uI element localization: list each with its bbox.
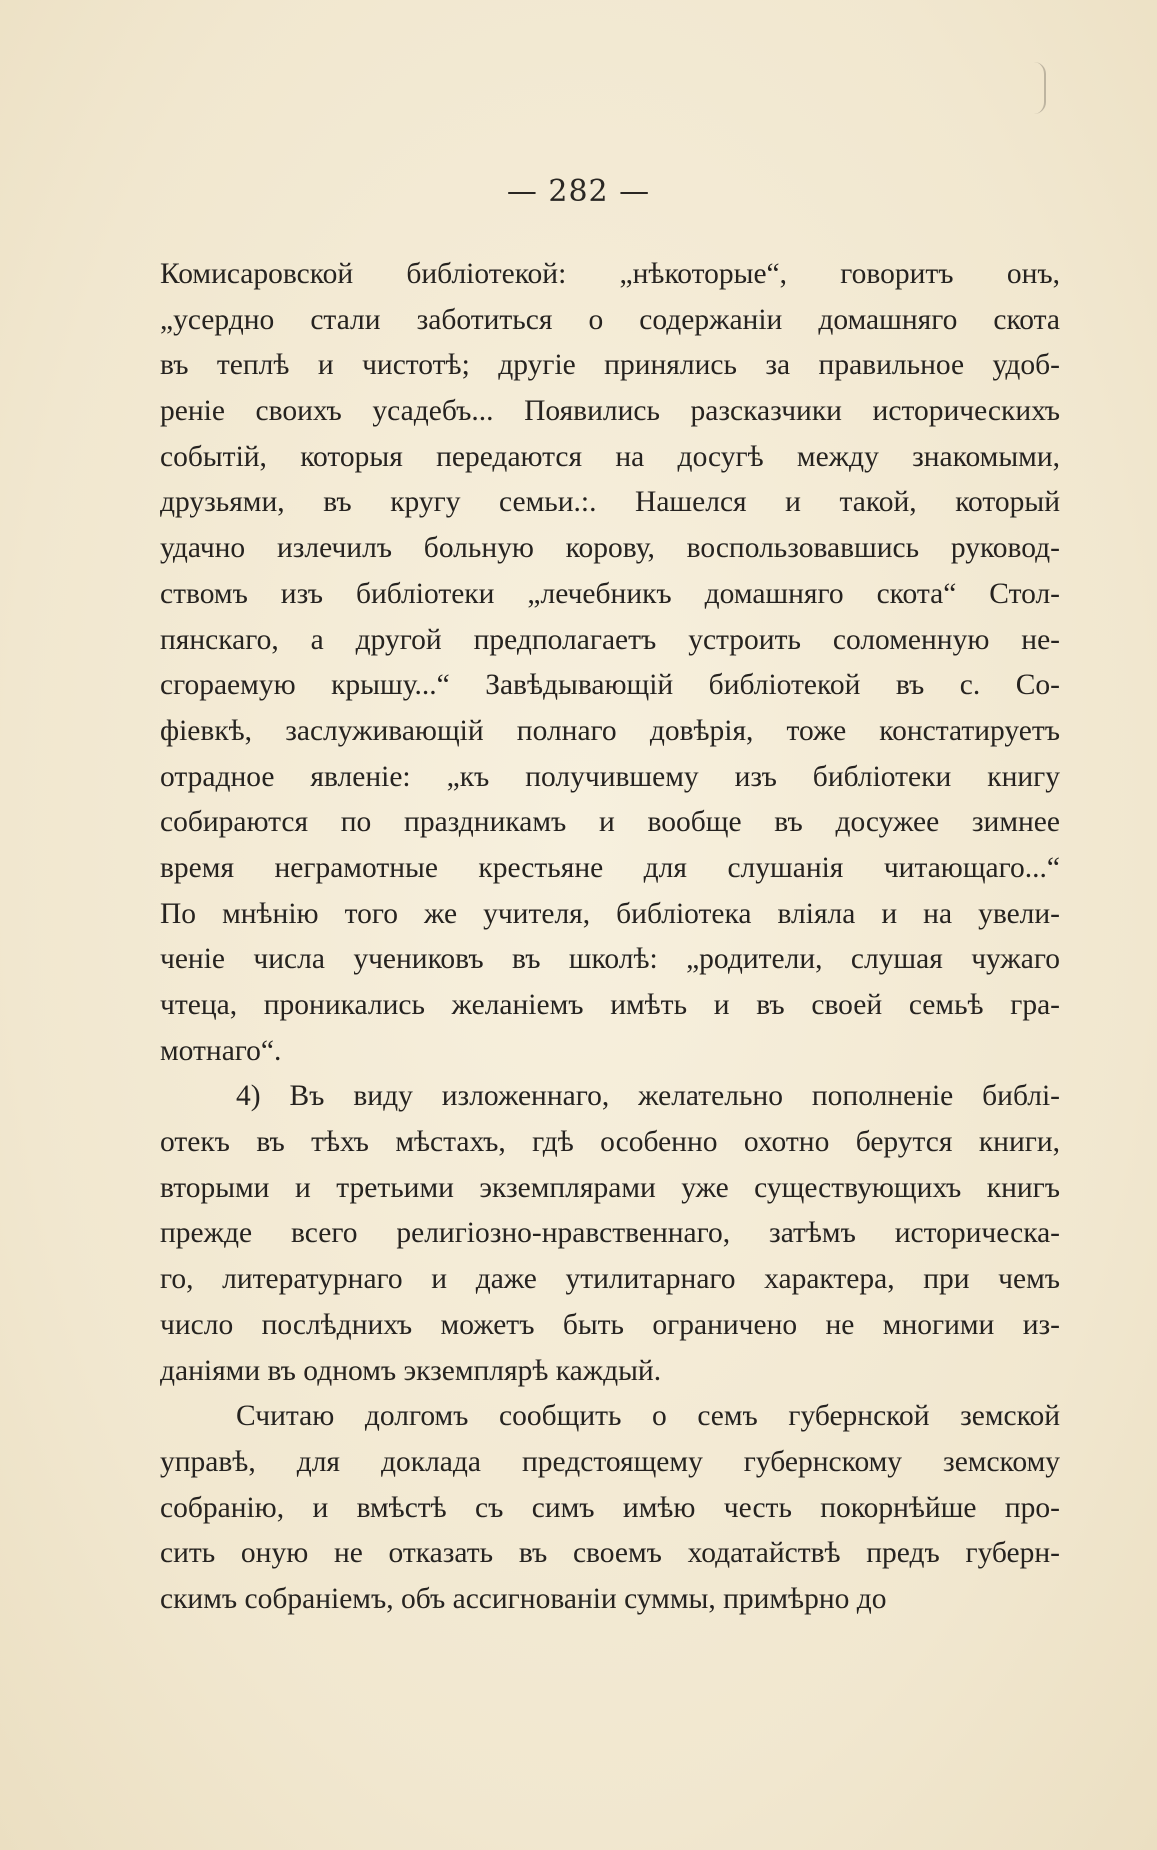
corner-pencil-mark — [1030, 62, 1046, 114]
text-line: сить оную не отказать въ своемъ ходатайствѣ предъ губерн- — [160, 1537, 1060, 1570]
paragraph — [160, 1394, 1060, 1622]
text-line: вторыми и третьими экземплярами уже существующихъ книгъ — [160, 1171, 1060, 1204]
text-line: „усердно стали заботиться о содержаніи домашняго скота — [160, 303, 1060, 336]
text-line: отекъ въ тѣхъ мѣстахъ, гдѣ особенно охотно берутся книги, — [160, 1126, 1060, 1159]
text-line: число послѣднихъ можетъ быть ограничено не многими из- — [160, 1308, 1060, 1341]
text-line: мотнаго“. — [160, 1034, 282, 1067]
text-line: время неграмотные крестьяне для слушанія читающаго...“ — [160, 851, 1060, 884]
text-line: даніями въ одномъ экземплярѣ каждый. — [160, 1354, 662, 1387]
text-line: го, литературнаго и даже утилитарнаго характера, при чемъ — [160, 1263, 1060, 1296]
text-line: По мнѣнію того же учителя, библіотека вліяла и на увели- — [160, 897, 1060, 930]
text-line: сгораемую крышу...“ Завѣдывающій библіотекой въ с. Со- — [160, 669, 1060, 702]
text-line: Считаю долгомъ сообщить о семъ губернской земской — [236, 1400, 1060, 1433]
page-number: — 282 — — [506, 174, 651, 209]
text-line: чтеца, проникались желаніемъ имѣть и въ своей семьѣ гра- — [160, 989, 1060, 1021]
text-line: ствомъ изъ библіотеки „лечебникъ домашняго скота“ Стол- — [160, 577, 1060, 610]
page-body-text — [160, 252, 1060, 1623]
text-line: въ теплѣ и чистотѣ; другіе принялись за правильное удоб- — [160, 349, 1060, 382]
text-line: удачно излечилъ больную корову, воспользовавшись руковод- — [160, 532, 1060, 565]
text-line: отрадное явленіе: „къ получившему изъ библіотеки книгу — [160, 760, 1060, 793]
paragraph — [160, 252, 1060, 1074]
paragraph — [160, 1074, 1060, 1394]
text-line: ченіе числа учениковъ въ школѣ: „родители, слушая чужаго — [160, 943, 1060, 976]
text-line: собранію, и вмѣстѣ съ симъ имѣю честь покорнѣйше про- — [160, 1491, 1060, 1524]
text-line: прежде всего религіозно-нравственнаго, затѣмъ историческа- — [160, 1217, 1060, 1250]
text-line: 4) Въ виду изложеннаго, желательно пополненіе библі- — [236, 1080, 1060, 1113]
text-line: пянскаго, а другой предполагаетъ устроить соломенную не- — [160, 623, 1060, 656]
text-line: скимъ собраніемъ, объ ассигнованіи суммы, примѣрно до — [160, 1582, 887, 1615]
text-line: друзьями, въ кругу семьи.:. Нашелся и такой, который — [160, 486, 1060, 519]
text-line: событій, которыя передаются на досугѣ между знакомыми, — [160, 440, 1060, 473]
text-line: Комисаровской библіотекой: „нѣкоторые“, говоритъ онъ, — [160, 258, 1060, 290]
text-line: фіевкѣ, заслуживающій полнаго довѣрія, тоже констатируетъ — [160, 714, 1060, 747]
text-line: реніе своихъ усадебъ... Появились разсказчики историческихъ — [160, 395, 1060, 428]
text-line: собираются по праздникамъ и вообще въ досужее зимнее — [160, 806, 1060, 839]
text-line: управѣ, для доклада предстоящему губернскому земскому — [160, 1445, 1060, 1478]
